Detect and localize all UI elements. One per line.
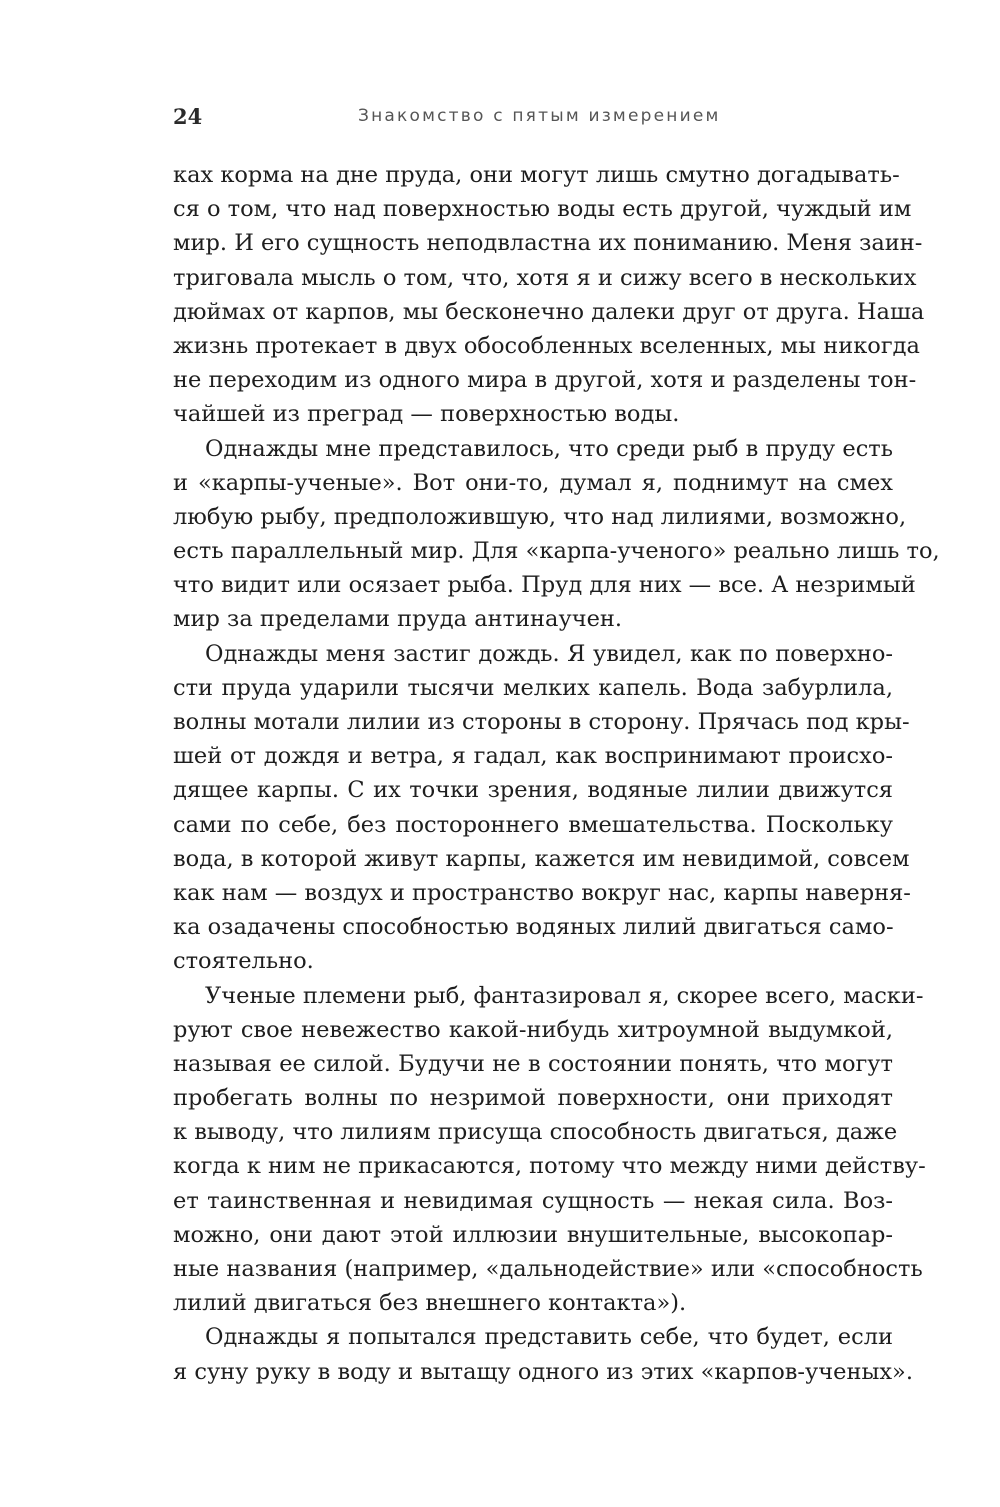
text-line: дящее карпы. С их точки зрения, водяные лилии движутся <box>173 777 893 804</box>
page-header <box>173 104 893 134</box>
page-number: 24 <box>173 104 203 129</box>
text-line: ет таинственная и невидимая сущность — некая сила. Воз- <box>173 1187 893 1214</box>
text-line: к выводу, что лилиям присуща способность двигаться, даже <box>173 1119 898 1146</box>
text-line: чайшей из преград — поверхностью воды. <box>173 401 680 428</box>
text-line: можно, они дают этой иллюзии внушительные, высокопар- <box>173 1221 893 1248</box>
text-line: ся о том, что над поверхностью воды есть другой, чуждый им <box>173 196 912 223</box>
text-line: как нам — воздух и пространство вокруг нас, карпы наверня- <box>173 879 911 906</box>
text-line: сти пруда ударили тысячи мелких капель. Вода забурлила, <box>173 674 893 701</box>
text-line: ках корма на дне пруда, они могут лишь смутно догадывать- <box>173 162 900 188</box>
text-line: мир. И его сущность неподвластна их пониманию. Меня заин- <box>173 230 923 257</box>
running-title: Знакомство с пятым измерением <box>358 106 721 126</box>
text-line: ные названия (например, «дальнодействие» или «способность <box>173 1256 923 1282</box>
text-line: пробегать волны по незримой поверхности, они приходят <box>173 1085 893 1112</box>
text-line: волны мотали лилии из стороны в сторону. Прячась под кры- <box>173 709 910 735</box>
text-line: что видит или осязает рыба. Пруд для них — все. А незримый <box>173 572 916 599</box>
text-line: стоятельно. <box>173 948 314 975</box>
text-line: дюймах от карпов, мы бесконечно далеки друг от друга. Наша <box>173 298 925 325</box>
text-line: сами по себе, без постороннего вмешательства. Поскольку <box>173 811 893 838</box>
text-line: и «карпы-ученые». Вот они-то, думал я, поднимут на смех <box>173 469 893 496</box>
paragraph-first-line: Ученые племени рыб, фантазировал я, скорее всего, маски- <box>205 982 924 1009</box>
text-line: я суну руку в воду и вытащу одного из этих «карпов-ученых». <box>173 1358 913 1385</box>
text-line: мир за пределами пруда антинаучен. <box>173 606 623 633</box>
paragraph-first-line: Однажды мне представилось, что среди рыб в пруду есть <box>205 435 893 462</box>
text-line: не переходим из одного мира в другой, хотя и разделены тон- <box>173 367 917 394</box>
text-line: есть параллельный мир. Для «карпа-ученого» реально лишь то, <box>173 538 940 565</box>
text-line: триговала мысль о том, что, хотя я и сижу всего в нескольких <box>173 264 917 291</box>
paragraph-first-line: Однажды меня застиг дождь. Я увидел, как по поверхно- <box>205 640 893 667</box>
text-line: вода, в которой живут карпы, кажется им невидимой, совсем <box>173 845 910 872</box>
text-line: шей от дождя и ветра, я гадал, как воспринимают происхо- <box>173 743 893 770</box>
paragraph-first-line: Однажды я попытался представить себе, что будет, если <box>205 1324 893 1351</box>
text-line: лилий двигаться без внешнего контакта»). <box>173 1290 687 1317</box>
text-line: любую рыбу, предположившую, что над лилиями, возможно, <box>173 503 907 530</box>
text-line: руют свое невежество какой-нибудь хитроумной выдумкой, <box>173 1016 893 1043</box>
text-line: жизнь протекает в двух обособленных вселенных, мы никогда <box>173 332 920 359</box>
text-line: ка озадачены способностью водяных лилий двигаться само- <box>173 914 894 941</box>
text-line: когда к ним не прикасаются, потому что между ними действу- <box>173 1153 926 1180</box>
text-line: называя ее силой. Будучи не в состоянии понять, что могут <box>173 1050 893 1077</box>
body-text <box>173 158 940 1389</box>
